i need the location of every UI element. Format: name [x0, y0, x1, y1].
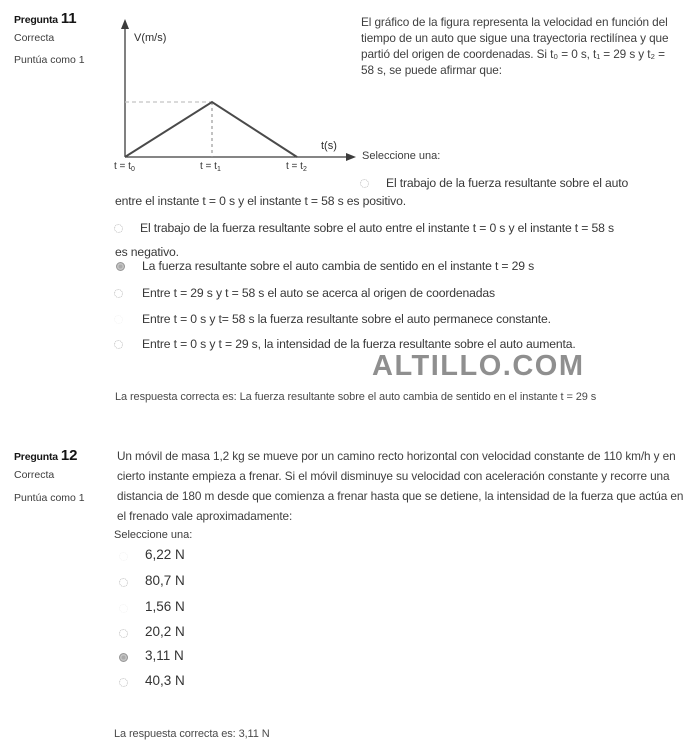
q12-option1-label[interactable]: 6,22 N	[145, 547, 185, 562]
altillo-watermark: ALTILLO.COM	[372, 350, 585, 382]
q12-text-line: cierto instante empieza a frenar. Si el móvil disminuye su velocidad con aceleración constante y recorre una	[117, 469, 670, 483]
q11-option6-radio[interactable]	[114, 340, 123, 349]
q11-option1-label-line2[interactable]: entre el instante t = 0 s y el instante t = 58 s es positivo.	[115, 194, 406, 208]
q12-text-line: el frenado vale aproximadamente:	[117, 509, 293, 523]
q12-option2-radio[interactable]	[119, 578, 128, 587]
q11-points: Puntúa como 1	[14, 54, 85, 66]
q12-text-line: Un móvil de masa 1,2 kg se mueve por un camino recto horizontal con velocidad constante de 110 km/h y en	[117, 449, 676, 463]
q12-select-label: Seleccione una:	[114, 529, 193, 541]
q12-option5-label[interactable]: 3,11 N	[145, 648, 184, 663]
x-axis-arrow-icon	[346, 153, 356, 161]
q11-status: Correcta	[14, 32, 55, 44]
velocity-time-graph	[108, 8, 360, 176]
q11-text-line: El gráfico de la figura representa la velocidad en función del	[361, 15, 668, 29]
q12-label: Pregunta	[14, 451, 58, 463]
q12-points: Puntúa como 1	[14, 492, 85, 504]
tick-t2: $t = t_2$	[286, 161, 307, 173]
q12-question-text	[117, 446, 683, 526]
tick-t0: $t = t_0$	[114, 161, 135, 173]
q12-number: 12	[60, 447, 78, 464]
q11-header	[14, 10, 76, 27]
q11-text-line: partió del origen de coordenadas. Si t₀ = 0 s, t₁ = 29 s y t₂ =	[361, 47, 665, 61]
q11-text-line: 58 s, se puede afirmar que:	[361, 63, 502, 77]
q11-option6-label[interactable]: Entre t = 0 s y t = 29 s, la intensidad de la fuerza resultante sobre el auto aumenta.	[142, 337, 576, 351]
q11-option3-label[interactable]: La fuerza resultante sobre el auto cambia de sentido en el instante t = 29 s	[142, 259, 535, 273]
q12-option1-radio[interactable]	[119, 552, 128, 561]
q11-option1-label-line1[interactable]: El trabajo de la fuerza resultante sobre el auto	[386, 176, 629, 190]
q11-option1-radio[interactable]	[360, 179, 369, 188]
q12-option4-radio[interactable]	[119, 629, 128, 638]
q12-text-line: distancia de 180 m desde que comienza a frenar hasta que se detiene, la intensidad de la fuerza que actúa en	[117, 489, 684, 503]
q11-question-text	[361, 14, 668, 78]
q11-number: 11	[60, 10, 77, 27]
q12-option2-label[interactable]: 80,7 N	[145, 573, 185, 588]
tick-t1: $t = t_1$	[200, 161, 221, 173]
q12-correct-answer: La respuesta correcta es: 3,11 N	[114, 728, 270, 740]
q12-header	[14, 447, 77, 464]
q11-option5-radio[interactable]	[114, 315, 123, 324]
q11-option2-label-line2[interactable]: es negativo.	[115, 245, 179, 259]
q12-option3-radio[interactable]	[119, 604, 128, 613]
q12-option5-radio-selected[interactable]	[119, 653, 128, 662]
graph-ylabel: V(m/s)	[134, 32, 167, 44]
q11-select-label: Seleccione una:	[362, 150, 441, 162]
q11-text-line: tiempo de un auto que sigue una trayectoria rectilínea y que	[361, 31, 669, 45]
q12-option4-label[interactable]: 20,2 N	[145, 624, 185, 639]
q11-option2-label-line1[interactable]: El trabajo de la fuerza resultante sobre el auto entre el instante t = 0 s y el instante t = 58 s	[140, 221, 614, 235]
velocity-curve	[125, 102, 297, 157]
q12-status: Correcta	[14, 469, 55, 481]
q11-option4-label[interactable]: Entre t = 29 s y t = 58 s el auto se acerca al origen de coordenadas	[142, 286, 495, 300]
q11-correct-answer: La respuesta correcta es: La fuerza resultante sobre el auto cambia de sentido en el instante t = 29 s	[115, 391, 597, 403]
q12-option6-radio[interactable]	[119, 678, 128, 687]
graph-xlabel: t(s)	[321, 140, 337, 152]
q12-option6-label[interactable]: 40,3 N	[145, 673, 185, 688]
q11-label: Pregunta	[14, 14, 58, 26]
y-axis-arrow-icon	[121, 19, 129, 29]
q12-option3-label[interactable]: 1,56 N	[145, 599, 185, 614]
q11-option2-radio[interactable]	[114, 224, 123, 233]
q11-option5-label[interactable]: Entre t = 0 s y t= 58 s la fuerza resultante sobre el auto permanece constante.	[142, 312, 551, 326]
q11-option3-radio-selected[interactable]	[116, 262, 125, 271]
q11-option4-radio[interactable]	[114, 289, 123, 298]
